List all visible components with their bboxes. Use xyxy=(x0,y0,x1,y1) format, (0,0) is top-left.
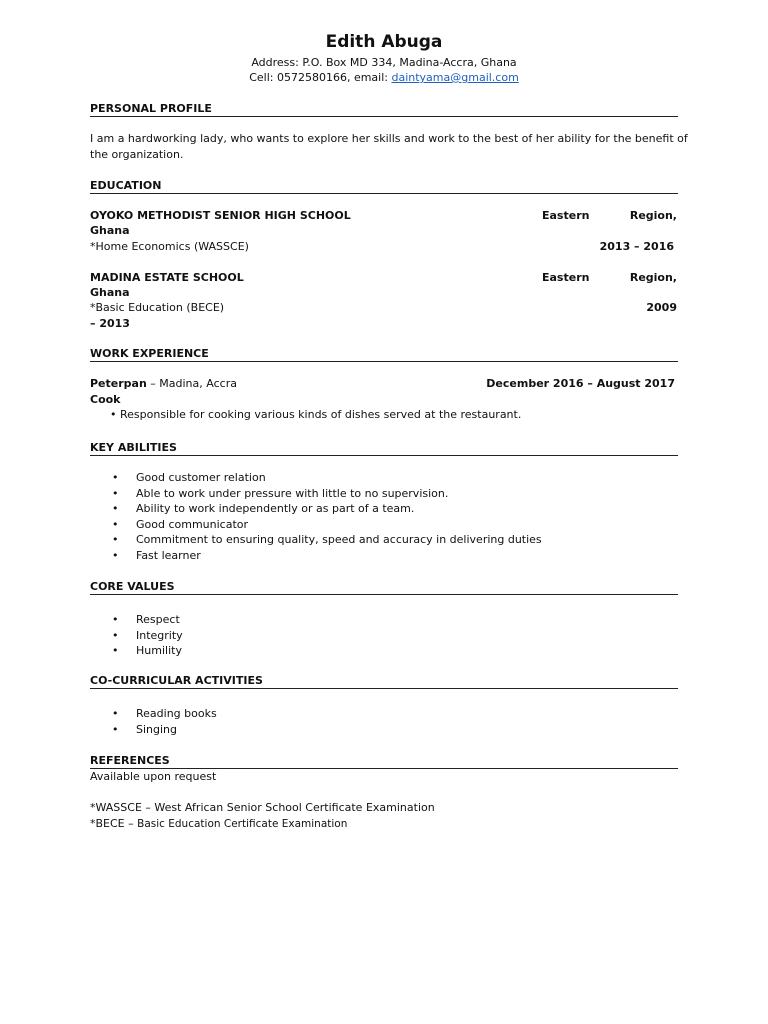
list-item xyxy=(112,486,542,502)
list-item-text: Ability to work independently or as part of a team. xyxy=(136,502,415,515)
school-country: Ghana xyxy=(90,224,130,237)
candidate-name: Edith Abuga xyxy=(325,32,443,52)
list-item xyxy=(112,517,542,533)
school-name: OYOKO METHODIST SENIOR HIGH SCHOOL xyxy=(90,209,351,222)
bullet-icon: • xyxy=(112,486,119,500)
contact-line xyxy=(0,70,768,85)
contact-prefix: Cell: 0572580166, email: xyxy=(249,71,392,84)
bullet-icon: • xyxy=(112,613,119,626)
employer-location: – Madina, Accra xyxy=(146,377,237,390)
bullet-icon: • xyxy=(112,471,119,484)
school-year-start: 2009 xyxy=(646,301,677,314)
list-item-text: Commitment to ensuring quality, speed and accuracy in delivering duties xyxy=(136,533,542,546)
employer-name: Peterpan xyxy=(90,377,147,390)
school-years: 2013 – 2016 xyxy=(599,240,674,253)
bullet-icon: • xyxy=(112,722,119,736)
section-heading-values: CORE VALUES xyxy=(90,579,678,595)
school-course: *Basic Education (BECE) xyxy=(90,301,225,314)
list-item xyxy=(112,722,217,738)
bullet-icon: • xyxy=(112,707,119,720)
section-heading-education: EDUCATION xyxy=(90,178,678,194)
list-item xyxy=(112,548,542,564)
bullet-icon: • xyxy=(112,548,119,562)
list-item-text: Reading books xyxy=(136,707,217,720)
section-heading-abilities: KEY ABILITIES xyxy=(90,440,678,456)
footnote-bece xyxy=(90,816,347,832)
work-duty: • Responsible for cooking various kinds of dishes served at the restaurant. xyxy=(110,408,522,421)
list-item-text: Integrity xyxy=(136,628,183,642)
list-item-text: Fast learner xyxy=(136,548,201,562)
references-text: Available upon request xyxy=(90,770,217,783)
work-dates: December 2016 – August 2017 xyxy=(486,377,675,390)
list-item xyxy=(112,470,542,486)
list-item-text: Singing xyxy=(136,722,178,736)
profile-text-line2: the organization. xyxy=(90,148,184,161)
profile-text-line1: I am a hardworking lady, who wants to explore her skills and work to the best of her ability for the benefit of xyxy=(90,132,688,145)
list-item-text: Good customer relation xyxy=(136,471,266,484)
school-year-end: – 2013 xyxy=(90,317,130,330)
school-region-word: Region, xyxy=(629,271,677,284)
section-heading-references: REFERENCES xyxy=(90,753,678,769)
bullet-icon: • xyxy=(112,628,119,642)
bullet-icon: • xyxy=(112,644,119,657)
list-item xyxy=(112,643,183,659)
email-link[interactable]: daintyama@gmail.com xyxy=(391,71,519,84)
list-item xyxy=(112,706,217,722)
school-country: Ghana xyxy=(90,286,130,299)
bullet-icon: • xyxy=(112,517,119,531)
list-item-text: Humility xyxy=(136,644,182,657)
work-role: Cook xyxy=(90,393,121,406)
school-region-word: Eastern xyxy=(542,271,590,284)
section-heading-profile: PERSONAL PROFILE xyxy=(90,101,678,117)
list-item xyxy=(112,628,183,644)
list-item-text: Respect xyxy=(136,613,180,626)
activities-list xyxy=(112,706,217,737)
school-name: MADINA ESTATE SCHOOL xyxy=(90,271,244,284)
address-line: Address: P.O. Box MD 334, Madina-Accra, Ghana xyxy=(251,56,517,69)
list-item xyxy=(112,612,183,628)
work-employer-line xyxy=(90,376,237,391)
list-item xyxy=(112,501,542,517)
bullet-icon: • xyxy=(112,502,119,515)
values-list xyxy=(112,612,183,659)
list-item-text: Good communicator xyxy=(136,517,249,531)
footnote-wassce: *WASSCE – West African Senior School Certificate Examination xyxy=(90,801,435,814)
footnote-bece-prefix: *BECE – xyxy=(90,817,138,830)
school-region-word: Eastern xyxy=(542,209,590,222)
section-heading-work: WORK EXPERIENCE xyxy=(90,346,678,362)
list-item-text: Able to work under pressure with little to no supervision. xyxy=(136,486,449,500)
school-region-word: Region, xyxy=(629,209,677,222)
bullet-icon: • xyxy=(112,533,119,546)
school-course: *Home Economics (WASSCE) xyxy=(90,240,249,253)
footnote-bece-text: Basic Education Certificate Examination xyxy=(137,818,348,830)
abilities-list xyxy=(112,470,542,563)
section-heading-activities: CO-CURRICULAR ACTIVITIES xyxy=(90,673,678,689)
list-item xyxy=(112,532,542,548)
